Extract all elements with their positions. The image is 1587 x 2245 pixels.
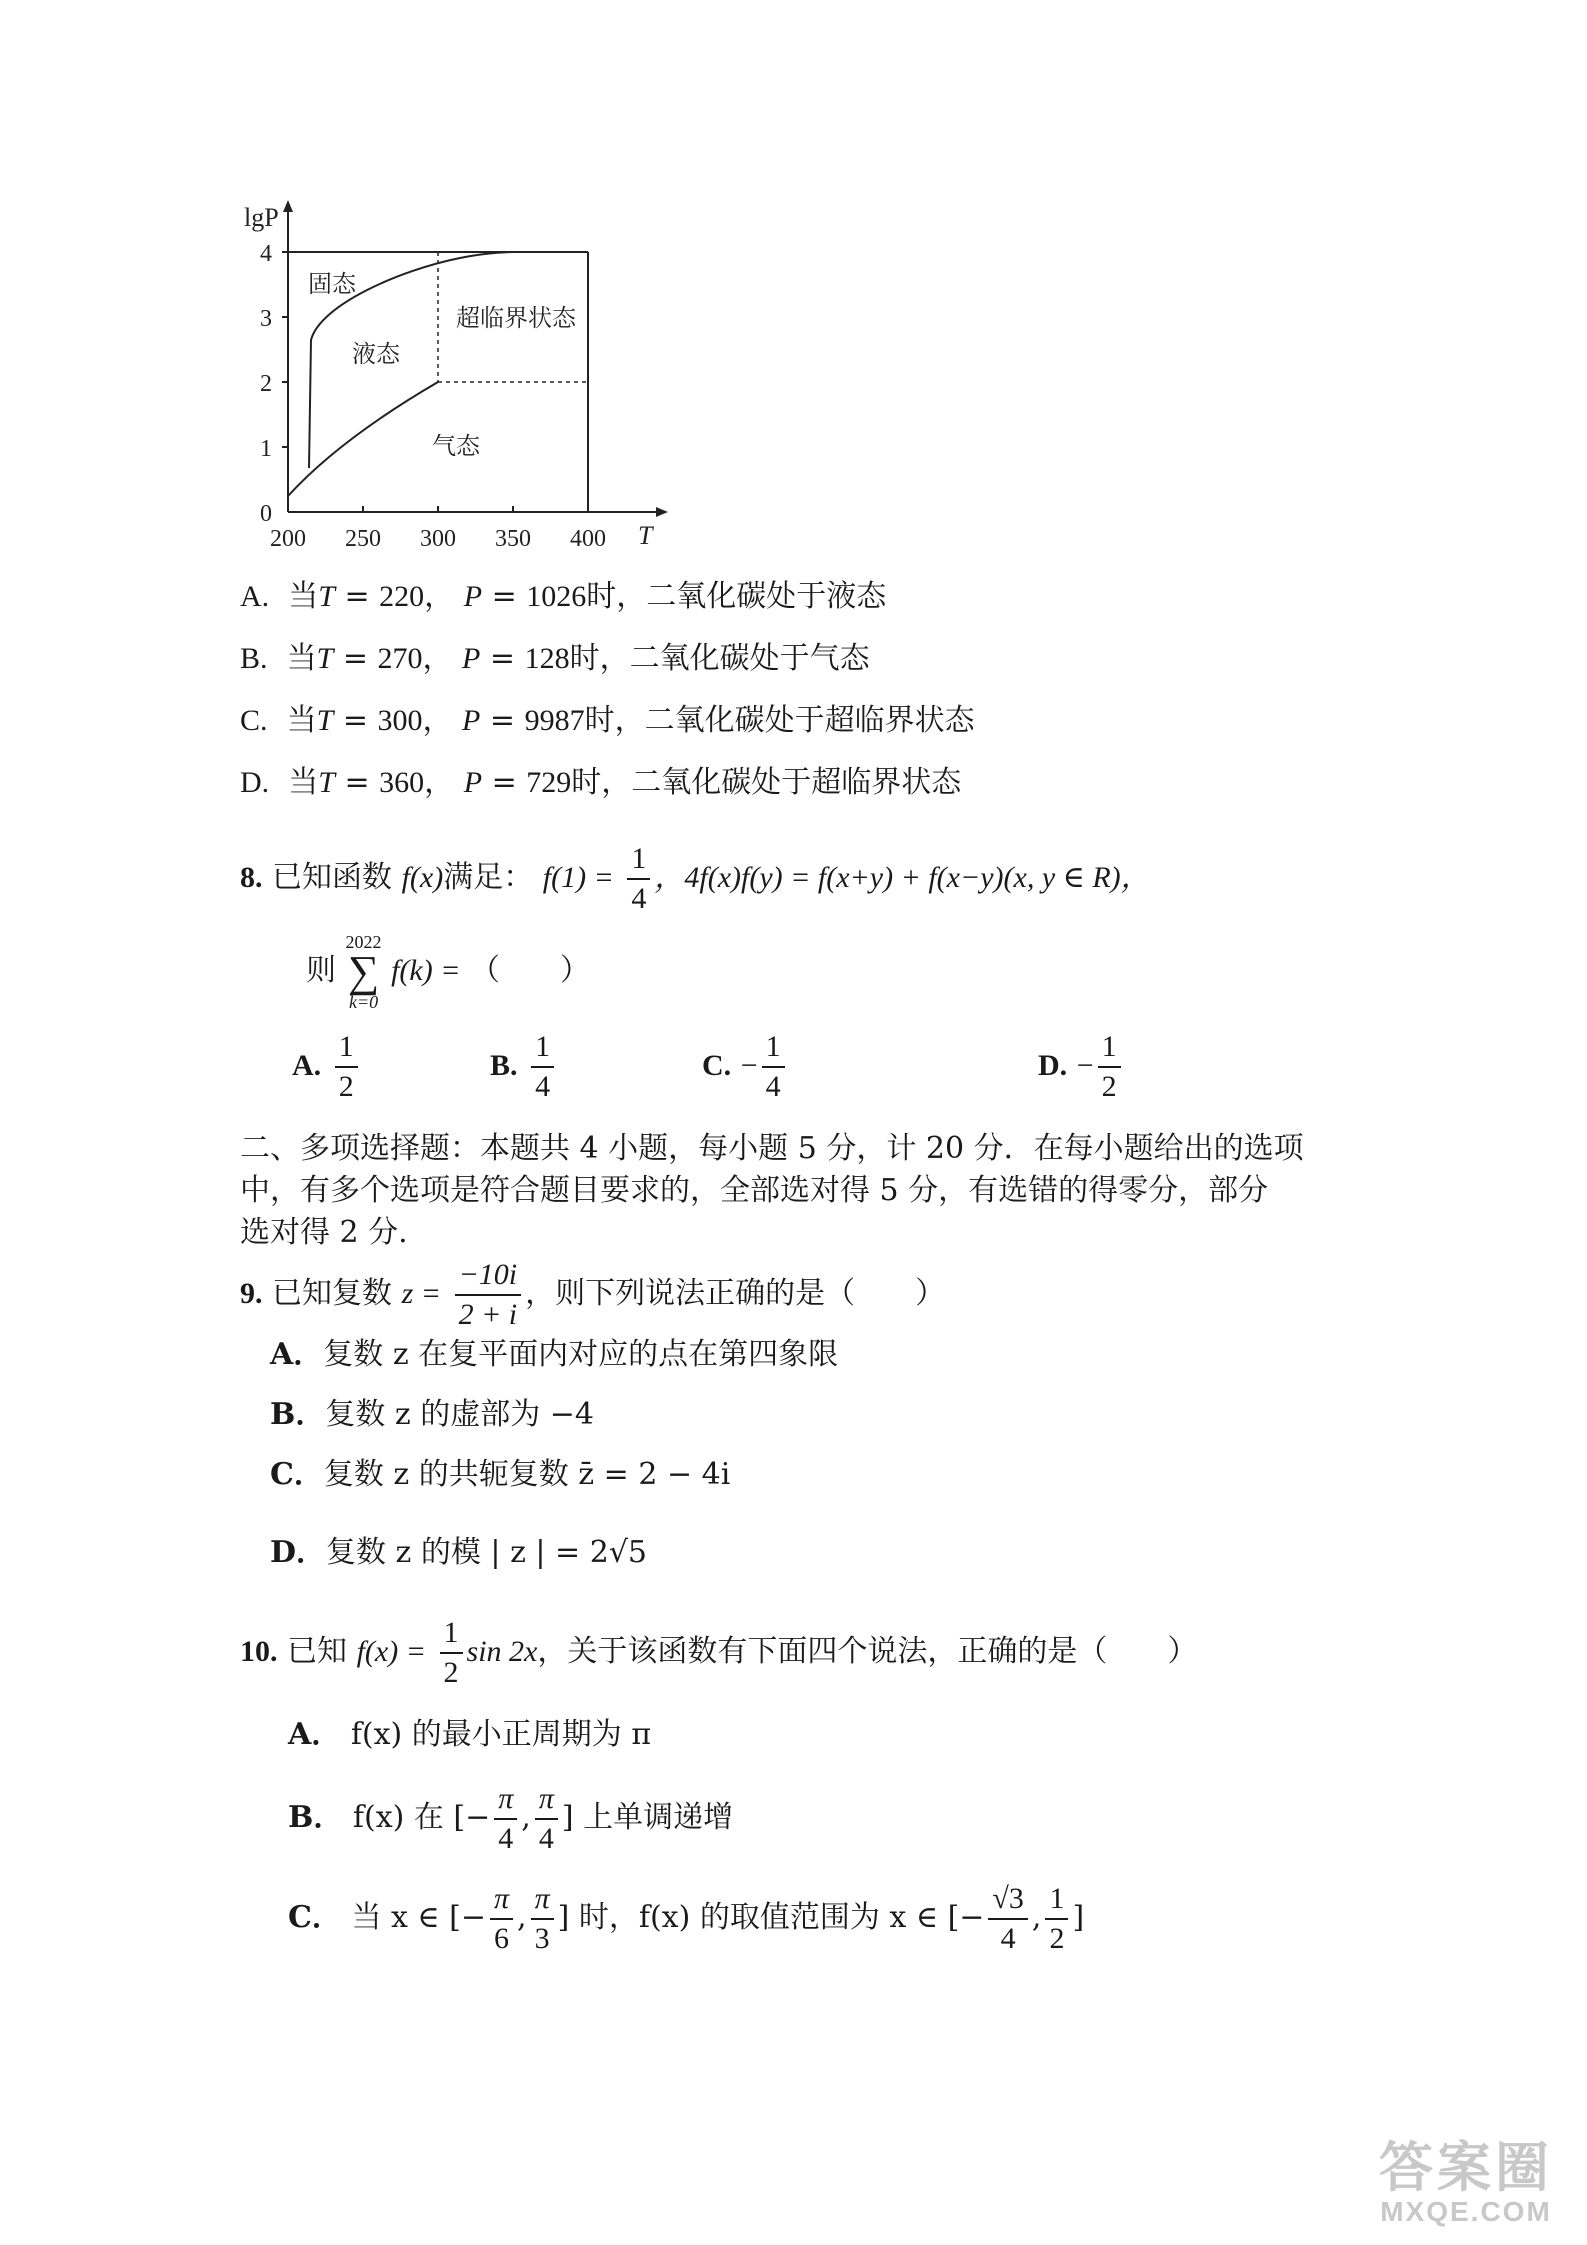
option-fraction: $\frac{1}{2}$ xyxy=(335,1028,358,1106)
option-letter: C. xyxy=(702,1049,732,1082)
x-tick-label: 300 xyxy=(420,526,456,552)
q9-option-d xyxy=(270,1534,647,1572)
q8-paren: （ ） xyxy=(470,953,591,988)
p-value: 9987 xyxy=(524,704,585,737)
option-fraction: $\frac{1}{4}$ xyxy=(762,1028,785,1106)
option-fraction: $\frac{\pi}{6}$ xyxy=(490,1880,513,1958)
option-text: 复数 z 的模 | z | = 2√5 xyxy=(326,1535,648,1570)
p-value: 1026 xyxy=(526,580,587,613)
option-text: 复数 z 在复平面内对应的点在第四象限 xyxy=(323,1337,839,1372)
q9-option-b xyxy=(270,1396,594,1434)
option-text: 时，二氧化碳处于气态 xyxy=(569,641,870,676)
x-tick-label: 250 xyxy=(345,526,381,552)
section-header-line: 二、多项选择题：本题共 4 小题，每小题 5 分，计 20 分．在每小题给出的选项 xyxy=(240,1131,1304,1166)
question-number: 9. xyxy=(240,1277,263,1310)
option-text: ] 时，f(x) 的取值范围为 x ∈ [− xyxy=(557,1900,985,1935)
section-header-line: 中，有多个选项是符合题目要求的，全部选对得 5 分，有选错的得零分，部分 xyxy=(240,1173,1269,1208)
option-letter: B. xyxy=(490,1049,518,1082)
y-axis-label: lgP xyxy=(244,203,279,232)
watermark xyxy=(1379,2139,1553,2227)
watermark-url: MXQE.COM xyxy=(1380,2196,1552,2227)
option-fraction: $\frac{\pi}{4}$ xyxy=(535,1780,558,1858)
option-letter: C． xyxy=(270,1457,324,1492)
sigma-icon: ∑ xyxy=(347,947,380,996)
phase-diagram xyxy=(220,200,680,560)
q10-fx: f(x) = xyxy=(356,1635,426,1668)
q10-lead: 已知 xyxy=(287,1634,348,1669)
q8-option-a xyxy=(292,1028,362,1106)
t-value: 360 xyxy=(379,766,425,799)
option-text: 复数 z 的虚部为 −4 xyxy=(325,1397,594,1432)
x-axis-label: T xyxy=(638,521,653,550)
q9-tail: ，则下列说法正确的是（ ） xyxy=(525,1276,946,1311)
sum-lower-limit: k=0 xyxy=(348,992,379,1012)
q8-then: 则 xyxy=(306,953,336,988)
q10-fraction: $\frac{1}{2}$ xyxy=(440,1614,463,1692)
q9-option-a xyxy=(270,1336,838,1374)
option-letter: A. xyxy=(292,1049,322,1082)
option-letter: A． xyxy=(288,1717,342,1752)
q8-sum-line xyxy=(306,932,590,1012)
q9-option-c xyxy=(270,1456,730,1494)
region-liquid-label: 液态 xyxy=(352,342,400,368)
q8-option-d xyxy=(1038,1028,1125,1106)
option-text: 复数 z 的共轭复数 z̄ = 2 − 4i xyxy=(323,1457,731,1492)
question-number: 10. xyxy=(240,1635,278,1668)
region-gas-label: 气态 xyxy=(432,434,480,460)
option-fraction: $\frac{\pi}{4}$ xyxy=(494,1780,517,1858)
option-fraction: $\frac{1}{2}$ xyxy=(1098,1028,1121,1106)
y-tick-label: 4 xyxy=(260,241,272,267)
section-header-line: 选对得 2 分. xyxy=(240,1215,408,1250)
t-value: 300 xyxy=(377,704,423,737)
option-sign: − xyxy=(740,1049,758,1082)
y-tick-label: 3 xyxy=(260,306,272,332)
q8-f1: f(1) = xyxy=(542,861,614,894)
option-fraction: $\frac{\pi}{3}$ xyxy=(531,1880,554,1958)
option-letter: D. xyxy=(1038,1049,1068,1082)
comma: , xyxy=(521,1800,531,1835)
q10-option-a xyxy=(288,1716,651,1754)
bracket: ] xyxy=(1072,1900,1085,1935)
q8-equation: ，4f(x)f(y) = f(x+y) + f(x−y)(x, y ∈ R)， xyxy=(654,861,1151,894)
q7-option-d: D. 当T = 360， P = 729时，二氧化碳处于超临界状态 xyxy=(240,765,962,800)
y-tick-label: 0 xyxy=(260,501,272,527)
region-supercritical-label: 超临界状态 xyxy=(456,306,576,332)
option-letter: C． xyxy=(288,1900,342,1935)
q8-option-c xyxy=(702,1028,789,1106)
p-value: 128 xyxy=(524,642,570,675)
q10-tail: ，关于该函数有下面四个说法，正确的是（ ） xyxy=(537,1634,1198,1669)
option-letter: D. xyxy=(240,766,270,799)
q8-lead: 已知函数 xyxy=(272,860,393,895)
watermark-logo: 答案圈 xyxy=(1379,2138,1553,2198)
option-letter: B． xyxy=(288,1800,344,1835)
option-letter: A． xyxy=(270,1337,324,1372)
q8-fraction: $\frac{1}{4}$ xyxy=(627,840,650,918)
x-tick-label: 350 xyxy=(495,526,531,552)
q10-stem xyxy=(240,1614,1197,1692)
y-tick-label: 2 xyxy=(260,371,272,397)
option-sign: − xyxy=(1076,1049,1094,1082)
x-tick-label: 200 xyxy=(270,526,306,552)
t-value: 220 xyxy=(379,580,425,613)
q9-stem xyxy=(240,1256,945,1334)
option-letter: A. xyxy=(240,580,270,613)
q8-satisfies: 满足： xyxy=(443,860,534,895)
q8-fx: f(x) xyxy=(401,861,444,894)
option-fraction: $\frac{√3}{4}$ xyxy=(988,1880,1027,1958)
option-fraction: $\frac{1}{4}$ xyxy=(531,1028,554,1106)
q8-option-b xyxy=(490,1028,558,1106)
option-letter: C. xyxy=(240,704,268,737)
p-value: 729 xyxy=(526,766,572,799)
q10-func: sin 2x xyxy=(466,1635,538,1668)
option-letter: D． xyxy=(270,1535,327,1570)
q10-option-b xyxy=(288,1780,733,1858)
region-solid-label: 固态 xyxy=(308,272,356,298)
q9-fraction: $\frac{-10i}{2 + i}$ xyxy=(455,1256,522,1334)
comma: , xyxy=(1031,1900,1042,1935)
option-letter: B． xyxy=(270,1397,326,1432)
option-text: ] 上单调递增 xyxy=(561,1800,734,1835)
sum-upper-limit: 2022 xyxy=(345,932,382,952)
option-text: f(x) 在 [− xyxy=(352,1800,491,1835)
q7-option-c: C. 当T = 300， P = 9987时，二氧化碳处于超临界状态 xyxy=(240,703,975,738)
option-text: 时，二氧化碳处于超临界状态 xyxy=(571,765,962,800)
q7-option-b: B. 当T = 270， P = 128时，二氧化碳处于气态 xyxy=(240,641,870,676)
option-text: f(x) 的最小正周期为 π xyxy=(350,1717,652,1752)
q8-sum-body: f(k) = xyxy=(391,954,461,987)
option-text: 当 x ∈ [− xyxy=(351,1900,487,1935)
q9-z: z = xyxy=(401,1277,442,1310)
t-value: 270 xyxy=(377,642,423,675)
option-text: 时，二氧化碳处于超临界状态 xyxy=(584,703,975,738)
q9-lead: 已知复数 xyxy=(272,1276,393,1311)
q7-option-a: A. 当T = 220， P = 1026时，二氧化碳处于液态 xyxy=(240,579,887,614)
x-tick-label: 400 xyxy=(570,526,606,552)
y-tick-label: 1 xyxy=(260,436,272,462)
q8-stem xyxy=(240,840,1151,918)
option-text: 时，二氧化碳处于液态 xyxy=(586,579,887,614)
question-number: 8. xyxy=(240,861,263,894)
option-fraction: $\frac{1}{2}$ xyxy=(1045,1880,1068,1958)
option-letter: B. xyxy=(240,642,268,675)
q10-option-c xyxy=(288,1880,1084,1958)
comma: , xyxy=(517,1900,527,1935)
